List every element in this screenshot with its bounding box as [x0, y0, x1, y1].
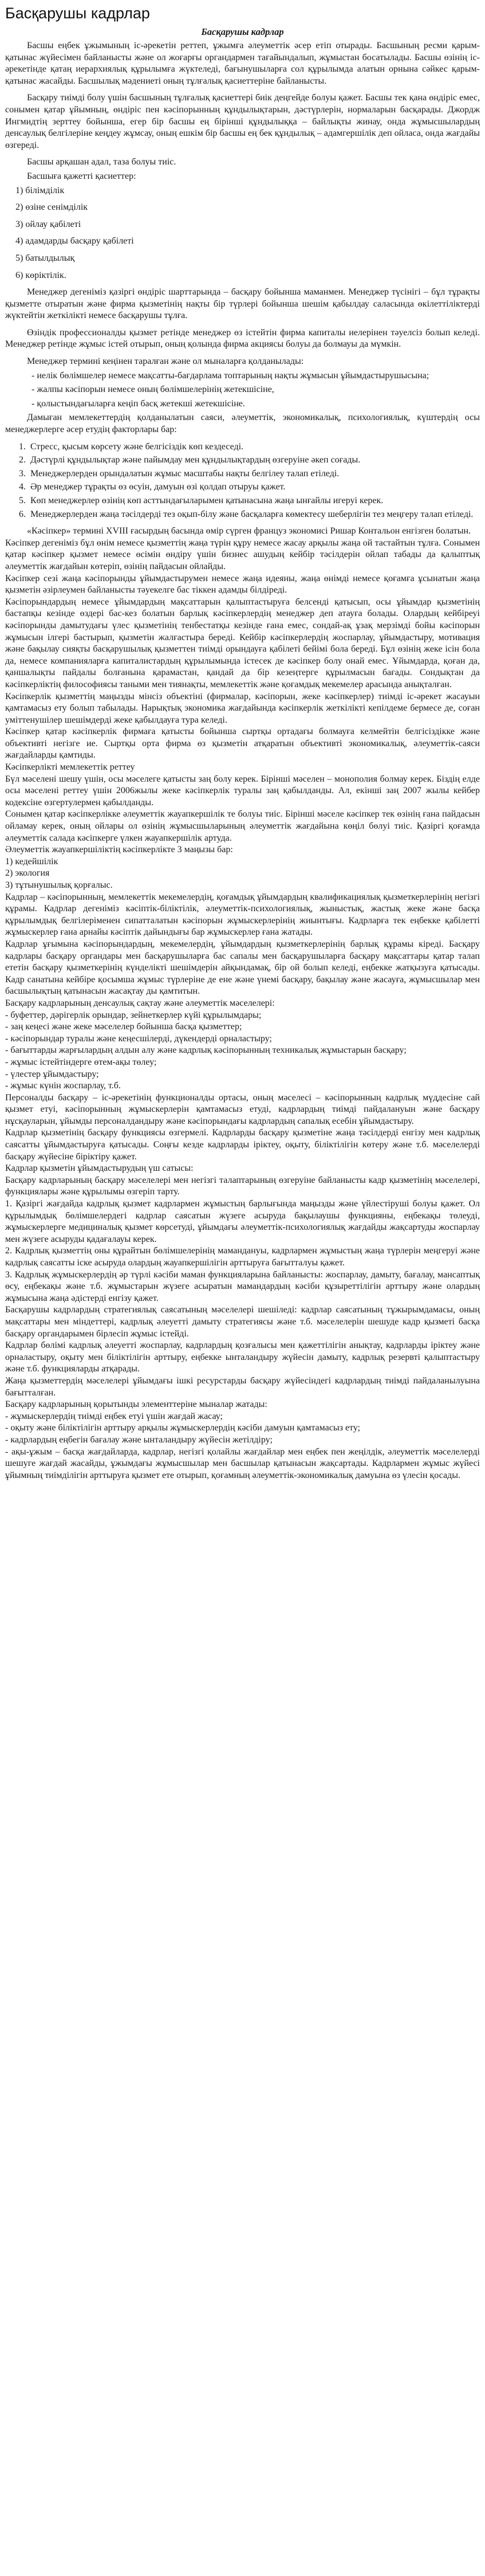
section-paragraph: Кадрлар – кәсіпорынның, мемлекеттік мекемелердің, қоғамдық ұйымдардың квалификациялық қызметкерлерінің негізгі құрамы. Кадрлар дегеніміз кәсіптік-біліктілік, әлеуметтік-психологиялық, жыныстық, жастық жеке және басқа құрылымдық белгілеріменен сипатталатын кәсіпорын жұмыскерлерінің жиынтығы. Кадрларға тек еңбекке қабілетті жұмыскерлер ғана арнайы кәсіптік дайындығы бар жұмыскерлер ғана жатады. [5, 892, 480, 938]
section-heading: Кәсіпкерлікті мемлекеттік реттеу [5, 762, 135, 773]
history-paragraph: Кәсіпорындардың немесе ұйымдардың мақсаттарын қалыптастыруға белсенді қатысып, осы ұйымдар қызметінің бастапқы кезінде өздері бас-кез болатын барлық кәсіпкерлердің менеджер деп атауға болады. Олардың кейбіреуі кәсіпорынды дамытудағы үлес қызметінің тенбестатқы кезінде ғана емес, сондай-ақ ұзақ мерзімді бойы кәсіпорын жұмысын ілгері бастырып, қызметін жалғастыра береді. Кейбір кәсіпкерлердің жоспарлау, ұйымдастыру, мотивация және бақылау сияқты басқарушылық қызметтен тиімді орындауға қабілеті бейімі бола береді. Бұл өзінің жеке ісін бола да, немесе компанияларға капиталистардың құрылымында істесек де кәсіпкер болу онай емес. Ұйымдарда, қоған да, қаншалықты пайдалы болғанына қарамастан, қандай да бір кезеңтерге құрылмасын бағады. Сондықтан да кәсіпкерліктің философиясы таными мен тиянақты, мемлекеттік және қоғамдық мекемелер арасында анықталған. [5, 597, 480, 689]
section-list-item: - ақы-ұжым – басқа жағдайларда, кадрлар, негізгі қолайлы жағдайлар мен еңбек пен жеңілдік, әлеуметтік мәселелерді шешуге жағдай жасайды, ұжымдағы жұмысшылар мен басшылар қатынасын жақсартады. Кадрлармен жұмыс жүйесі ұйымның тиімділігін арттыруға қызмет ете отырып, қоғамның әлеуметтік-экономикалық дамуына өз үлесін қосады. [5, 1446, 480, 1480]
responsibility-item: 2) экология [5, 868, 50, 879]
intro-paragraph: Басшы еңбек ұжымының іс-әрекетін реттеп, ұжымға әлеуметтік әсер етіп отырады. Басшының ресми қарым-қатынас жүйесімен байланысты және ол жоғарғы органдармен тағайындалып, жұмыстан босатылады. Басшы өзінің іс-әрекетінде қатаң иерархиялық құрылымға жүктеледі, бағынушыларға сол құрылымда алатын орнына сәйкес қарым-қатынас жасайды. Басшылық мәдениеті оның тұлғалық қасиеттеріне байланысты. [5, 41, 480, 86]
section-list-item: - кадрлардың еңбегін бағалау және ынталандыру жүйесін жетілдіру; [5, 1434, 273, 1445]
section-paragraph: Жаңа қызметтердің мәселелері ұйымдағы ішкі ресурстарды басқару жүйесіндегі кадрлардың тиімді пайдаланылуына бағытталған. [5, 1375, 480, 1398]
document-title: Басқарушы кадрлар [201, 26, 284, 37]
section-paragraph: Кадрлар қызметінің басқару функциясы өзгермелі. Кадрларды басқару қызметіне жаңа тәсілдерді енгізу мен кадрлық саясатты ұйымдастыруға қатысады. Соңғы кезде кадрларды іріктеу, оқыту, біліктілігін көтеру және т.б. мәселелерді басқару жүйесіне біріктіру қажет. [5, 1128, 480, 1162]
section-list-item: - бағыттарды жарғылардың алдын алу және кадрлық кәсіпорынның техникалық жұмыстарын басқару; [5, 1045, 407, 1056]
history-paragraph: «Кәсіпкер» термині XVIII ғасырдың басында өмір сүрген француз экономисі Ришар Контальон енгізген болатын. [27, 526, 471, 536]
section-list-item: - оқыту және біліктілігін арттыру арқылы жұмыскерлердің кәсіби дамуын қамтамасыз ету; [5, 1423, 361, 1433]
history-paragraph: Кәсіпкер қатар кәсіпкерлік фирмаға қатысты бойынша сыртқы ортадағы болмауға келмейтін белгісіздікке және объективті негізге ие. Сыртқы орта фирма өз қызметін атқаратын объективті экономикалық, әлеуметтік-саяси жағдайларды қамтиды. [5, 727, 480, 760]
section-paragraph: Сонымен қатар кәсіпкерлікке әлеуметтік жауапкершілік те болуы тиіс. Бірінші мәселе кәсіпкер тек өзінің ғана пайдасын ойламау керек, оның ойлары ол өзінің жұмысшыларының әлеуметтік жағдайына көңіл бөлуі тиіс. Қазіргі қоғамда әлеуметтік салада кәсіпкерге үлкен жауапкершілік артуда. [5, 809, 480, 843]
responsibility-item: 3) тұтынушылық қорғалыс. [5, 880, 113, 890]
section-paragraph: Бүл мәселені шешу үшін, осы мәселеге қатысты заң болу керек. Бірінші мәселен – монополия болмау керек. Біздің елде осы мәселені реттеу үшін 2006жылы жеке кәсіпкерлік туралы заң қабылданды. Ал, екінші заң 2007 жылы кейбер кодексіне өзгертулермен қабылданды. [5, 774, 480, 807]
factor-item: 4. Әр менеджер тұрақты өз өсуін, дамуын өзі қолдап отыруы қажет. [28, 481, 480, 493]
factor-item: 2. Дәстүрлі құндылықтар және пайымдау мен құндылықтардың өзгеруіне әкеп соғады. [28, 454, 480, 466]
section-numbered-item: 1. Қазіргі жағдайда кадрлық қызмет кадрлармен жұмыстың барлығында маңызды және үйлестіруші болуы қажет. Ол құрылымдық бөлімшелердегі кадрлар саясатын жүзеге асыруда бақылаушы функцияны, еңбекақы төлеуді, жұмыскерлерге медициналық қызмет көрсетуді, ұйымдағы әлеуметтік-психологиялық жағдайды жақсартуды жоспарлау мен жүзеге асыруды қадағалауы керек. [5, 1199, 480, 1244]
quality-item: 5) батылдылық [15, 253, 75, 263]
quality-item: 2) өзіне сенімділік [15, 202, 88, 213]
factor-item: 6. Менеджерлерден жаңа тәсілдерді тез оқып-білу және басқаларға көмектесу шеберлігін тез меңгеру талап етіледі. [28, 509, 480, 521]
section-list-item: - заң кеңесі және жеке мәселелер бойынша басқа қызметтер; [5, 1022, 242, 1032]
quality-item: 3) ойлау қабілеті [15, 219, 81, 229]
section-numbered-item: 2. Кадрлық қызметтің оны құрайтын бөлімшелерінің мамандануы, кадрлармен жұмыстың жаңа түрлерін меңгеруі және кадрлық саясатты іске асыруда олардың жауапкершілігін арттыруға бағытталуы қажет. [5, 1246, 480, 1268]
intro-paragraph: Басқару тиімді болу үшін басшының тұлғалық қасиеттері биік деңгейде болуы қажет. Басшы тек қана өндіріс емес, сонымен қатар ұйымның, өндіріс пен кәсіпорынның құндылықтарын, дәстүрлерін, нормаларын басқарады. Джордж Ингмидтің зерттеу бойынша, егер бір басшы ең бірінші құндылыққа – байлықты жинау, онда жұмысшылардың денсаулық белгілеріне кеңдеу жұмсау, оның ешкім бір басшы ең бек құндылық – адамгершілік деп ойласа, онда жағдайы өзгереді. [5, 93, 480, 150]
section-numbered-item: 3. Кадрлық жұмыскерлердің әр түрлі кәсіби маман функцияларына байланысты: жоспарлау, дамыту, бағалау, мансаптық өсу, еңбекақы және т.б. жұмыстарын жүзеге асыратын мамандардың кәсіби құзыреттілігін арттыру және олардың жұмысына жаңа әдістерді енгізу қажет. [5, 1269, 480, 1303]
section-list-item: - жұмыс күнін жоспарлау, т.б. [5, 1081, 121, 1091]
manager-use-item: - қолыстындағыларға кеңіп басқ жетекші жетекшісіне. [31, 398, 245, 409]
factors-intro: Дамыған мемлекеттердің қолданылатын саяси, әлеуметтік, экономикалық, психологиялық, күштердің осы менеджерлерге әсер етудің факторлары бар: [5, 413, 480, 435]
section-paragraph: Персоналды басқару – іс-әрекетінің функционалды ортасы, оның мәселесі – кәсіпорынның кадрлық мүддесіне сай қызмет етуі, кәсіпорынның жұмыскерлерін қамтамасыз етуді, кадрлардың тиімді пайдалануын және басқару нұсқауларын, ұйымды персоналдандыру және кәсіпорындағы кадрлардың сапалық есебін ұйымдастыру. [5, 1092, 480, 1126]
section-list-item: - жұмыскерлердің тиімді еңбек етуі үшін жағдай жасау; [5, 1411, 223, 1421]
qualities-heading: Басшыға қажетті қасиеттер: [27, 171, 136, 181]
section-paragraph: Әлеуметтік жауапкершіліктің кәсіпкерлікте 3 маңызы бар: [5, 845, 233, 855]
section-list-item: - үлестер ұйымдастыру; [5, 1069, 99, 1079]
section-list-item: - жұмыс істейтіндерге өтем-ақы төлеу; [5, 1057, 157, 1067]
history-paragraph: Кәсіпкерлік қызметтің маңызды мінсіз объектіні (фирмалар, кәсіпорын, жеке кәсіпкерлер) тиімді іс-әрекет жасауын қамтамасыз ету болып табылады. Нарықтық экономика жағдайында кәсіпкерлік жеткілікті кепілдеме бермесе де, соған уміттенушілер шешімдерді жеке қабылдауға тура келеді. [5, 691, 480, 725]
section-list-item: - буфеттер, дәрігерлік орындар, зейнеткерлер күйі құрылымдары; [5, 1010, 262, 1020]
factors-list [5, 441, 480, 521]
section-paragraph: Кадрлар ұғымына кәсіпорындардың, мекемелердің, ұйымдардың қызметкерлерінің барлық құрамы кіреді. Басқару кадрлары басқару органдары мен басқарушыларға бас сапалы мен басқарушыларға басқару мақсаттары қатар талап ететін басқару қызметкерінің күнделікті шешімдерін айқындамақ, бір ой болып келеді, еңбекке жатқызуға қатысады. Кадр санатына кейбіре қосымша жұмыс түрлеріне де ене және үнемі басқару, бақылау және жасауға, жұмысшылар мен басшылықтың қатынасын жасақтау ды қамтитын. [5, 939, 480, 997]
section-paragraph: Кадрлар қызметін ұйымдастырудың үш сатысы: [5, 1163, 194, 1174]
quality-item: 1) білімділік [15, 185, 65, 195]
factor-item: 3. Менеджерлерден орындалатын жұмыс масштабы нақты белгілеу талап етіледі. [28, 468, 480, 480]
section-paragraph: Басқару кадрларының денсаулық сақтау және әлеуметтік мәселелері: [5, 998, 275, 1008]
responsibility-item: 1) кедейшілік [5, 856, 58, 866]
document-body [5, 40, 480, 1481]
manager-paragraph: Менеджер термині кеңінен таралған және ол мыналарға қолданылады: [27, 356, 304, 367]
manager-use-item: - жалпы кәсіпорын немесе оның бөлімшелерінің жетекшісіне, [31, 385, 274, 395]
section-paragraph: Басқару кадрларының қорытынды элементтеріне мыналар жатады: [5, 1399, 267, 1410]
section-paragraph: Басқарушы кадрлардың стратегиялық саясатының мәселелері шешіледі: кадрлар саясатының тұжырымдамасы, оның мақсаттары мен міндеттері, кадрлық әлеуетті дамыту стратегиясы және т.б. мәселелерін шешуде кадр қызметі басқа басқару органдарымен бірлесіп жұмыс істейді. [5, 1305, 480, 1339]
manager-paragraph: Өзіндік профессионалды қызмет ретінде менеджер өз істейтін фирма капиталы иелерінен тәуелсіз болып келеді. Менеджер ретінде жұмыс істей отырып, оның қолында фирма акциясы болуы да болмауы да мүмкін. [5, 327, 480, 350]
section-list-item: - кәсіпорындар туралы және кеңесшілерді, дүкендерді орналастыру; [5, 1033, 272, 1044]
entrepreneur-section [5, 526, 480, 1481]
history-paragraph: Кәсіпкер сезі жаңа кәсіпорынды ұйымдастырумен немесе жаңа идеяны, жаңа өнімді немесе қоғамға ұсынатын жаңа қызметін әзірлеумен байланысты тәуекелге бас тіккен адамды білдіреді. [5, 573, 480, 595]
factor-item: 1. Стресс, қысым көрсету және белгісіздік көп кездеседі. [28, 441, 480, 453]
manager-use-item: - иелік бөлімшелер немесе мақсатты-бағдарлама топтарының нақты жұмысын ұйымдастырушысына; [31, 370, 429, 381]
page-title: Басқарушы кадрлар [5, 5, 150, 22]
quality-item: 6) көріктілік. [15, 270, 66, 280]
manager-paragraph: Менеджер дегеніміз қазіргі өндіріс шарттарында – басқару бойынша маманмен. Менеджер түсінігі – бұл тұрақты қызметте отыратын және фирма қызметінің нақты бір түрлері бойынша шешім қабылдау саласында өкілеттіліктерді жүктейтін жеткілікті немесе басқарушы тұлға. [5, 287, 480, 321]
section-paragraph: Басқару кадрларының басқару мәселелері мен негізгі талаптарының өзгеруіне байланысты кадр қызметінің мәселелері, функциялары және құрылымы өзгеріп тарту. [5, 1175, 480, 1197]
history-paragraph: Кәсіпкер дегеніміз бұл өнім немесе қызметтің жаңа түрін құру немесе жасау арқылы жаңа ой тастайтын тұлға. Сонымен қатар кәсіпкер қызмет немесе өсімін өндіру үшін бизнес ашудың кейбір тәсілдерін ойлап табады да қалыптық әлеуметтік жағдайын көтеріп, өзінің пайдасын ойлайды. [5, 538, 480, 571]
quality-item: 4) адамдарды басқару қабілеті [15, 236, 134, 246]
intro-paragraph: Басшы арқашан адал, таза болуы тиіс. [27, 157, 176, 167]
factor-item: 5. Көп менеджерлер өзінің көп асттындағыларымен қатынасына жаңа ынғайлы игеруі керек. [28, 495, 480, 507]
section-paragraph: Кадрлар бөлімі кадрлық әлеуетті жоспарлау, кадрлардың қозғалысы мен қажеттілігін анықтау, кадрларды іріктеу және орналастыру, оқыту мен біліктілігін арттыру, еңбекке ынталандыру жүйесін дамыту, кадрлық резервті қалыптастыру және т.б. функцияларды атқарады. [5, 1340, 480, 1374]
